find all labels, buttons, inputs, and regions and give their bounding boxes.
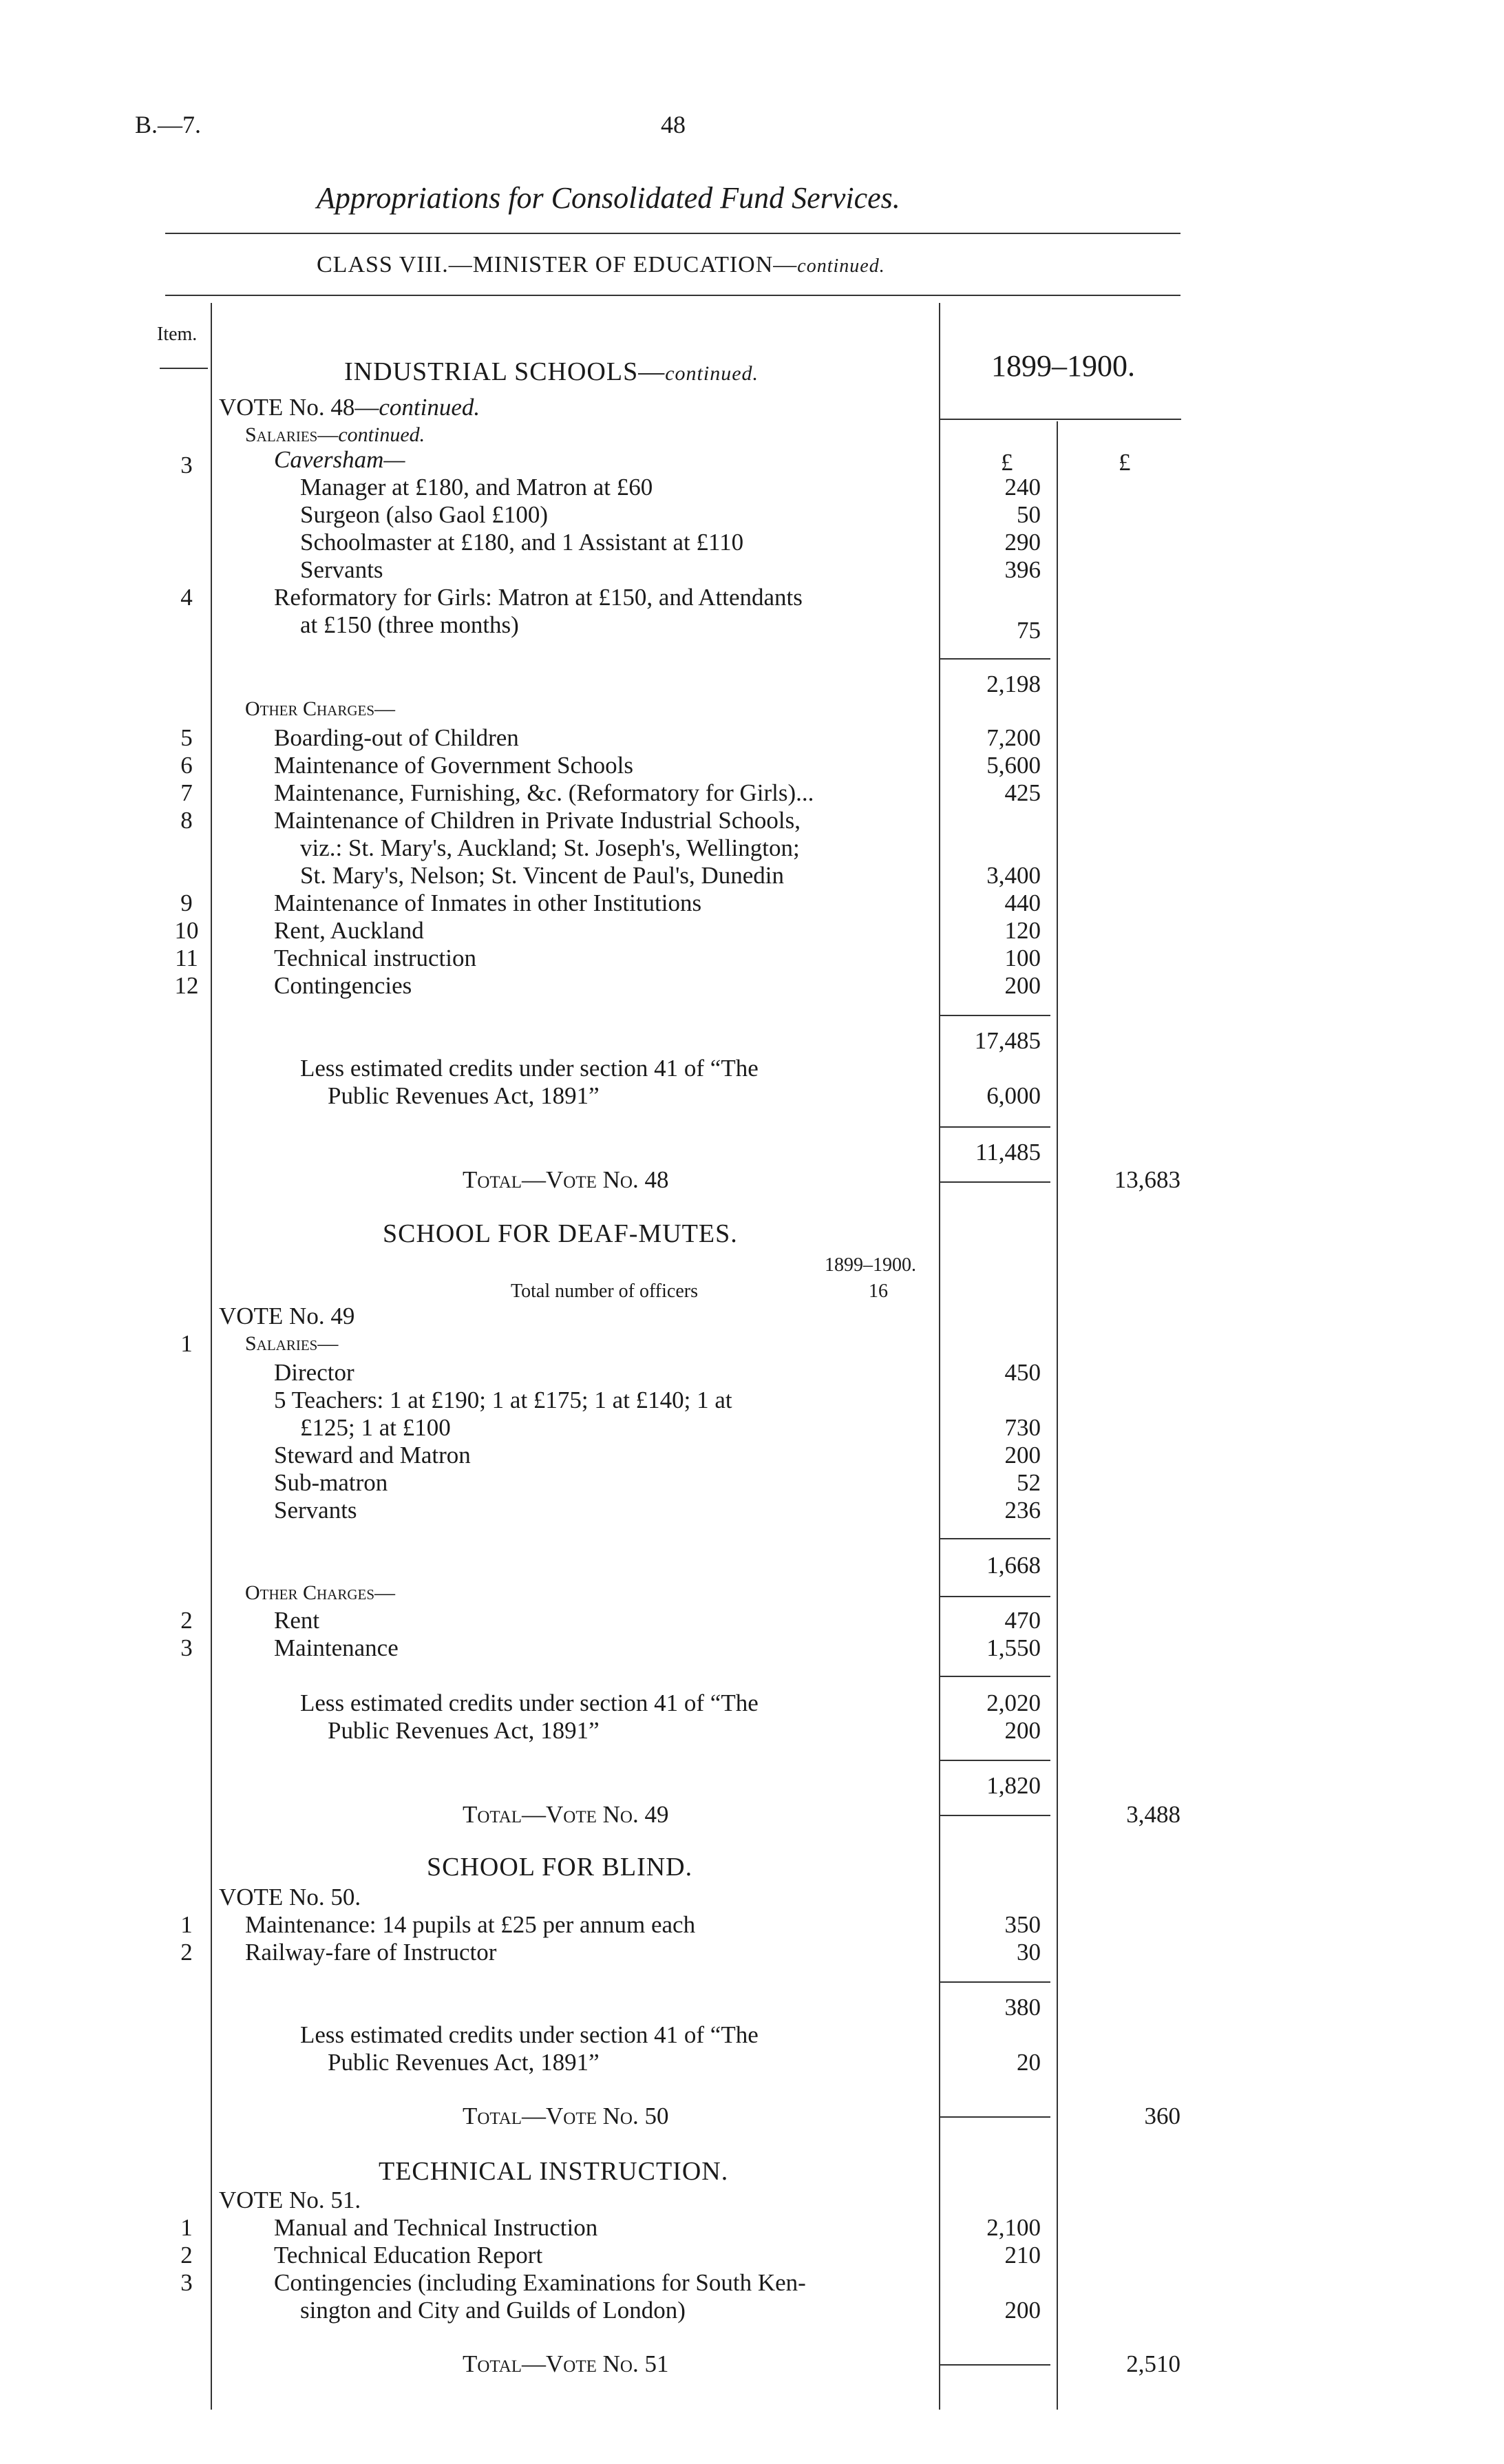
line-item-amount: 2,100	[986, 2214, 1041, 2241]
total-vote-49-amount: 3,488	[1126, 1801, 1180, 1828]
other-charges-heading: Other Charges—	[245, 697, 396, 720]
total-rule	[940, 2116, 1050, 2118]
vote-50-label: VOTE No. 50.	[219, 1884, 361, 1910]
line-item-amount: 730	[1004, 1414, 1041, 1441]
vote-48-continued: continued.	[379, 394, 480, 421]
line-item-amount: 425	[1004, 779, 1041, 806]
item-number: 3	[180, 452, 193, 478]
technical-instruction-heading: TECHNICAL INSTRUCTION.	[379, 2157, 729, 2186]
blind-school-heading: SCHOOL FOR BLIND.	[427, 1853, 693, 1882]
item-number: 10	[174, 917, 199, 944]
line-item-text: Surgeon (also Gaol £100)	[300, 501, 548, 528]
item-number: 3	[180, 1634, 193, 1661]
salaries-continued: continued.	[338, 423, 425, 446]
total-vote-51-amount: 2,510	[1126, 2350, 1180, 2377]
salaries-heading	[245, 421, 425, 449]
total-rule	[940, 1815, 1050, 1816]
officers-count: 16	[869, 1281, 888, 1302]
item-number: 1	[180, 1330, 193, 1357]
gross-rule	[940, 1015, 1050, 1016]
line-item-amount: 200	[1004, 1442, 1041, 1468]
subtotal-rule	[940, 658, 1050, 660]
item-column-divider	[211, 303, 212, 2410]
less-credits-text: Less estimated credits under section 41 of “The	[300, 1689, 759, 1716]
line-item-text: Reformatory for Girls: Matron at £150, and Attendants	[274, 584, 803, 611]
line-item-amount: 200	[1004, 2297, 1041, 2324]
line-item-text: Rent	[274, 1607, 320, 1634]
line-item-amount: 350	[1004, 1911, 1041, 1938]
page-number: 48	[661, 111, 686, 138]
class-rule	[165, 295, 1180, 296]
pound-sign-amount: £	[1001, 449, 1013, 476]
line-item-amount: 52	[1017, 1469, 1041, 1496]
line-item-amount: 470	[1004, 1607, 1041, 1634]
title-rule	[165, 233, 1180, 234]
line-item-text: Maintenance, Furnishing, &c. (Reformatory for Girls)...	[274, 779, 814, 806]
item-number: 6	[180, 752, 193, 779]
line-item-amount: 236	[1004, 1497, 1041, 1524]
deaf-mutes-heading: SCHOOL FOR DEAF-MUTES.	[383, 1219, 738, 1248]
industrial-schools-heading	[344, 357, 759, 387]
class-heading-main: CLASS VIII.—MINISTER OF EDUCATION—	[317, 252, 798, 277]
total-rule	[940, 1181, 1050, 1183]
line-item-text: Railway-fare of Instructor	[245, 1939, 497, 1966]
gross-rule	[940, 1676, 1050, 1677]
total-vote-48-label: Total—Vote No. 48	[463, 1166, 669, 1193]
salaries-subtotal: 1,668	[986, 1552, 1041, 1579]
line-item-amount: 5,600	[986, 752, 1041, 779]
line-item-text-continued: St. Mary's, Nelson; St. Vincent de Paul's, Dunedin	[300, 862, 785, 889]
line-item-amount: 1,550	[986, 1634, 1041, 1661]
total-vote-50-amount: 360	[1144, 2103, 1180, 2129]
gross-rule	[940, 1981, 1050, 1983]
line-item-text: Servants	[300, 556, 383, 583]
item-number: 3	[180, 2269, 193, 2296]
salaries-subtotal: 2,198	[986, 671, 1041, 697]
line-item-text: Maintenance: 14 pupils at £25 per annum each	[245, 1911, 696, 1938]
page-title: Appropriations for Consolidated Fund Services.	[317, 181, 900, 215]
industrial-heading-text: INDUSTRIAL SCHOOLS—	[344, 357, 666, 386]
line-item-amount: 7,200	[986, 724, 1041, 751]
line-item-amount: 210	[1004, 2242, 1041, 2268]
line-item-text: Technical Education Report	[274, 2242, 543, 2268]
year-header-rule	[940, 419, 1181, 420]
year-column-header: 1899–1900.	[991, 349, 1135, 383]
line-item-text: Boarding-out of Children	[274, 724, 519, 751]
item-number: 9	[180, 889, 193, 916]
line-item-text-continued: viz.: St. Mary's, Auckland; St. Joseph's, Wellington;	[300, 834, 800, 861]
item-number: 4	[180, 584, 193, 611]
total-vote-48-amount: 13,683	[1114, 1166, 1180, 1193]
less-credits-text-continued: Public Revenues Act, 1891”	[328, 1082, 600, 1109]
document-reference: B.—7.	[135, 111, 202, 138]
line-item-amount: 120	[1004, 917, 1041, 944]
less-credits-text-continued: Public Revenues Act, 1891”	[328, 1717, 600, 1744]
salaries-heading: Salaries—	[245, 1332, 339, 1355]
line-item-text: Contingencies	[274, 972, 412, 999]
total-rule	[940, 2364, 1050, 2366]
total-vote-51-label: Total—Vote No. 51	[463, 2350, 669, 2377]
officers-label: Total number of officers	[511, 1281, 698, 1302]
net-rule	[940, 1126, 1050, 1128]
line-item-text: Servants	[274, 1497, 357, 1524]
item-number: 7	[180, 779, 193, 806]
item-number: 8	[180, 807, 193, 834]
less-credits-text: Less estimated credits under section 41 of “The	[300, 1055, 759, 1082]
gross-amount: 2,020	[986, 1689, 1041, 1716]
item-number: 2	[180, 2242, 193, 2268]
gross-amount: 17,485	[974, 1027, 1041, 1054]
line-item-text: Contingencies (including Examinations for South Ken-	[274, 2269, 806, 2296]
item-number: 11	[175, 945, 198, 971]
line-item-text-continued: £125; 1 at £100	[300, 1414, 451, 1441]
item-number: 12	[174, 972, 199, 999]
line-item-amount: 450	[1004, 1359, 1041, 1386]
subtotal-rule	[940, 1538, 1050, 1539]
line-item-amount: 100	[1004, 945, 1041, 971]
item-column-header: Item.	[157, 324, 198, 345]
class-heading-continued: continued.	[797, 255, 885, 277]
line-item-text: Steward and Matron	[274, 1442, 471, 1468]
line-item-text: Sub-matron	[274, 1469, 388, 1496]
line-item-text: 5 Teachers: 1 at £190; 1 at £175; 1 at £140; 1 at	[274, 1387, 732, 1413]
total-column-divider	[1057, 421, 1058, 2410]
pound-sign-total: £	[1119, 449, 1131, 476]
less-credits-text: Less estimated credits under section 41 of “The	[300, 2021, 759, 2048]
line-item-text: Manual and Technical Instruction	[274, 2214, 598, 2241]
less-credits-text-continued: Public Revenues Act, 1891”	[328, 2049, 600, 2076]
item-number: 5	[180, 724, 193, 751]
line-item-text: Technical instruction	[274, 945, 476, 971]
item-number: 2	[180, 1939, 193, 1966]
vote-49-label: VOTE No. 49	[219, 1303, 355, 1329]
vote-48-text: VOTE No. 48—	[219, 394, 379, 421]
line-item-text: Maintenance of Inmates in other Institutions	[274, 889, 702, 916]
line-item-text: Rent, Auckland	[274, 917, 424, 944]
line-item-amount: 440	[1004, 889, 1041, 916]
line-item-amount: 240	[1004, 474, 1041, 501]
other-charges-heading: Other Charges—	[245, 1581, 396, 1604]
total-vote-50-label: Total—Vote No. 50	[463, 2103, 669, 2129]
net-amount: 1,820	[986, 1772, 1041, 1799]
line-item-text-continued: sington and City and Guilds of London)	[300, 2297, 686, 2324]
line-item-text: Maintenance of Government Schools	[274, 752, 633, 779]
line-item-text: Maintenance	[274, 1634, 399, 1661]
line-item-amount: 200	[1004, 972, 1041, 999]
item-number: 1	[180, 1911, 193, 1938]
salaries-text: Salaries—	[245, 423, 339, 446]
line-item-amount: 396	[1004, 556, 1041, 583]
caversham-heading: Caversham—	[274, 446, 405, 473]
class-heading	[317, 252, 885, 278]
vote-48-label	[219, 394, 480, 421]
line-item-amount: 30	[1017, 1939, 1041, 1966]
line-item-text: Maintenance of Children in Private Industrial Schools,	[274, 807, 801, 834]
line-item-text-continued: at £150 (three months)	[300, 611, 519, 638]
line-item-text: Schoolmaster at £180, and 1 Assistant at £110	[300, 529, 744, 556]
amount-column-divider	[939, 303, 940, 2410]
officers-year: 1899–1900.	[825, 1254, 916, 1276]
line-item-amount: 50	[1017, 501, 1041, 528]
less-credits-amount: 200	[1004, 1717, 1041, 1744]
gross-amount: 380	[1004, 1994, 1041, 2021]
line-item-text: Director	[274, 1359, 354, 1386]
net-rule	[940, 1760, 1050, 1761]
net-amount: 11,485	[975, 1139, 1041, 1166]
total-vote-49-label: Total—Vote No. 49	[463, 1801, 669, 1828]
item-header-rule	[160, 368, 208, 369]
item-number: 2	[180, 1607, 193, 1634]
vote-51-label: VOTE No. 51.	[219, 2187, 361, 2213]
industrial-heading-continued: continued.	[665, 362, 759, 385]
other-charges-rule	[940, 1596, 1050, 1597]
line-item-amount: 75	[1017, 617, 1041, 644]
less-credits-amount: 6,000	[986, 1082, 1041, 1109]
less-credits-amount: 20	[1017, 2049, 1041, 2076]
line-item-amount: 290	[1004, 529, 1041, 556]
item-number: 1	[180, 2214, 193, 2241]
line-item-text: Manager at £180, and Matron at £60	[300, 474, 653, 501]
line-item-amount: 3,400	[986, 862, 1041, 889]
